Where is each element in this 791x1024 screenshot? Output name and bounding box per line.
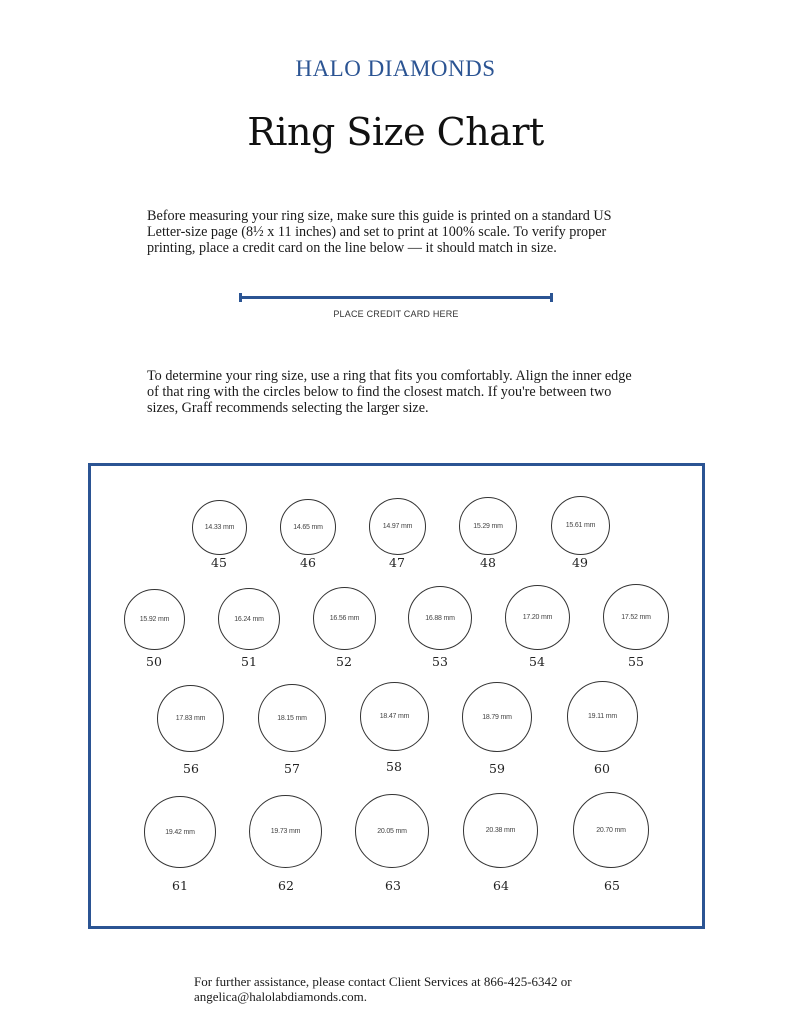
ring-size-label-52: 52 [336,654,352,669]
ring-size-label-62: 62 [278,878,294,893]
instructions-paragraph: To determine your ring size, use a ring that fits you comfortably. Align the inner edge of that ring with the circles below to find the closest match. If you're between two sizes, Graff recommends selecting the larger size. [147,368,632,416]
footer-line-1: For further assistance, please contact Client Services at 866-425-6342 or [194,974,572,989]
brand-name: HALO DIAMONDS [295,56,496,81]
footer-email-link[interactable]: angelica@halolabdiamonds.com. [194,989,367,1004]
intro-paragraph: Before measuring your ring size, make sure this guide is printed on a standard US Letter-size page (8½ x 11 inches) and set to print at 100% scale. To verify proper printing, place a credit card on the line below — it should match in size. [147,208,612,256]
ring-size-label-51: 51 [241,654,257,669]
ring-circle-45: 14.33 mm [192,500,247,555]
ring-size-label-53: 53 [432,654,448,669]
ring-size-label-45: 45 [211,555,227,570]
ring-size-chart [88,463,705,929]
ring-size-label-56: 56 [183,761,199,776]
ring-size-label-58: 58 [386,759,402,774]
ring-circle-65: 20.70 mm [573,792,649,868]
ring-circle-53: 16.88 mm [408,586,472,650]
ring-size-label-49: 49 [572,555,588,570]
ring-circle-64: 20.38 mm [463,793,538,868]
credit-card-calibration-line [240,296,552,299]
ring-size-label-63: 63 [385,878,401,893]
ring-circle-55: 17.52 mm [603,584,669,650]
ring-size-label-48: 48 [480,555,496,570]
ring-circle-49: 15.61 mm [551,496,610,555]
ring-size-label-50: 50 [146,654,162,669]
ring-circle-58: 18.47 mm [360,682,429,751]
ring-circle-61: 19.42 mm [144,796,216,868]
ring-circle-48: 15.29 mm [459,497,517,555]
ring-circle-54: 17.20 mm [505,585,570,650]
ring-size-label-65: 65 [604,878,620,893]
ring-circle-50: 15.92 mm [124,589,185,650]
ring-circle-62: 19.73 mm [249,795,322,868]
ring-circle-60: 19.11 mm [567,681,638,752]
ring-size-label-54: 54 [529,654,545,669]
ring-circle-52: 16.56 mm [313,587,376,650]
ring-size-label-55: 55 [628,654,644,669]
ring-circle-47: 14.97 mm [369,498,426,555]
ring-size-label-59: 59 [489,761,505,776]
ring-size-label-57: 57 [284,761,300,776]
ring-size-label-47: 47 [389,555,405,570]
ring-circle-46: 14.65 mm [280,499,336,555]
footer-contact [194,974,614,1004]
ring-circle-63: 20.05 mm [355,794,429,868]
ring-circle-57: 18.15 mm [258,684,326,752]
ring-circle-51: 16.24 mm [218,588,280,650]
credit-card-label: PLACE CREDIT CARD HERE [333,309,459,319]
page-title: Ring Size Chart [247,110,544,154]
ring-size-label-60: 60 [594,761,610,776]
ring-circle-56: 17.83 mm [157,685,224,752]
ring-size-label-64: 64 [493,878,509,893]
ring-circle-59: 18.79 mm [462,682,532,752]
ring-size-label-46: 46 [300,555,316,570]
ring-size-label-61: 61 [172,878,188,893]
